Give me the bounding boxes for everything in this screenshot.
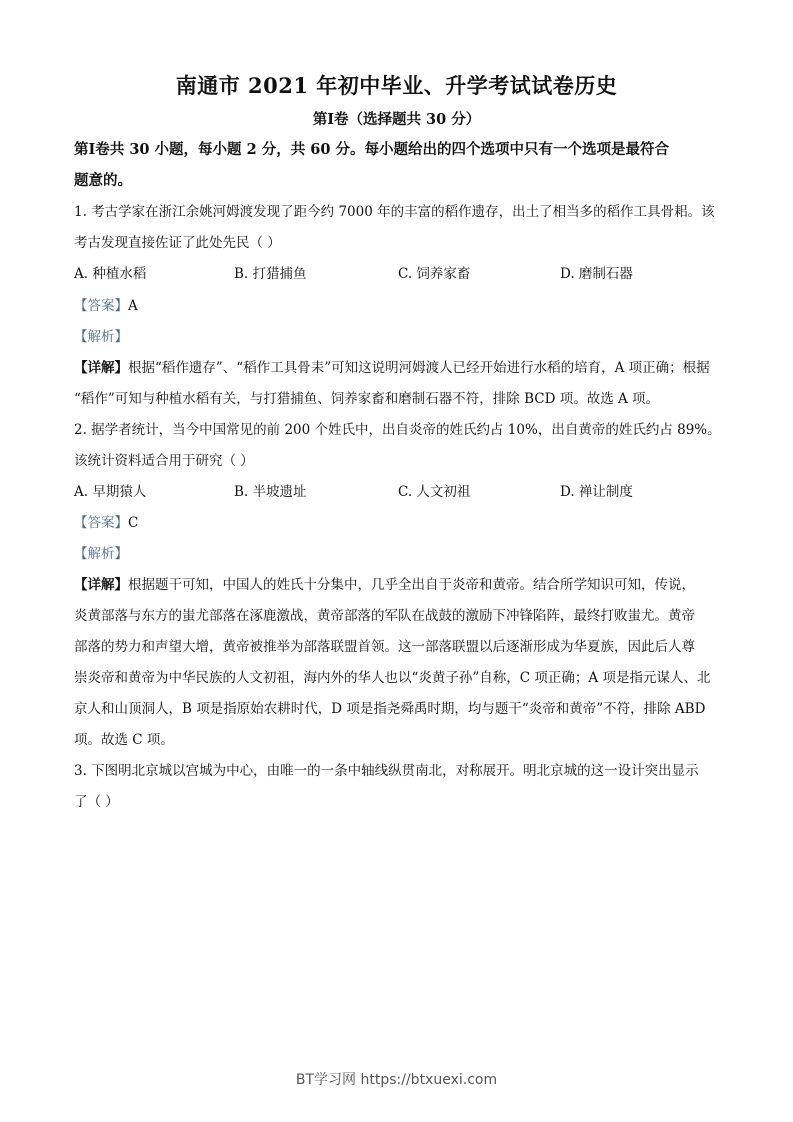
detail-tag: 【详解】 [74,577,128,593]
q1-option-d: D. 磨制石器 [560,266,633,282]
q1-option-c: C. 饲养家畜 [398,266,471,282]
answer-tag: 【答案】 [74,515,128,531]
footer-watermark: BT学习网 https://btxuexi.com [295,1072,498,1088]
q1-stem-line-1: 1. 考古学家在浙江余姚河姆渡发现了距今约 7000 年的丰富的稻作遗存，出土了相当多的稻作工具骨耜。该 [74,204,715,220]
answer-tag: 【答案】 [74,298,128,314]
q1-option-b: B. 打猎捕鱼 [234,266,307,282]
q2-detail-line-1: 【详解】根据题干可知，中国人的姓氏十分集中，几乎全出自于炎帝和黄帝。结合所学知识可知，传说， [74,577,695,593]
answer-value: A [128,298,138,314]
q2-answer [74,513,724,533]
q2-option-a: A. 早期猿人 [74,484,147,500]
q1-analysis-tag: 【解析】 [74,329,128,345]
q2-detail-line-5: 京人和山顶洞人，B 项是指原始农耕时代，D 项是指尧舜禹时期，均与题干“炎帝和黄帝”不符，排除 ABD [74,701,706,717]
q1-stem-line-2: 考古发现直接佐证了此处先民（ ） [74,235,281,251]
q2-option-c: C. 人文初祖 [398,484,471,500]
q2-detail-line-6: 项。故选 C 项。 [74,732,174,748]
instructions-line-2: 题意的。 [74,172,132,189]
q2-analysis-tag: 【解析】 [74,546,128,562]
q2-detail-line-4: 崇炎帝和黄帝为中华民族的人文初祖，海内外的华人也以“炎黄子孙”自称，C 项正确；A 项是指元谋人、北 [74,670,711,686]
q3-stem-line-2: 了（ ） [74,794,119,810]
q2-option-d: D. 禅让制度 [560,484,633,500]
q1-option-a: A. 种植水稻 [74,266,147,282]
detail-tag: 【详解】 [74,360,128,376]
q1-answer [74,296,724,316]
q2-stem-line-1: 2. 据学者统计，当今中国常见的前 200 个姓氏中，出自炎帝的姓氏约占 10%，出自黄帝的姓氏约占 89%。 [74,422,721,438]
q2-option-b: B. 半坡遗址 [234,484,307,500]
q2-detail-line-3: 部落的势力和声望大增，黄帝被推举为部落联盟首领。这一部落联盟以后逐渐形成为华夏族，因此后人尊 [74,639,695,655]
q2-detail-line-2: 炎黄部落与东方的蚩尤部落在涿鹿激战，黄帝部落的军队在战鼓的激励下冲锋陷阵，最终打败蚩尤。黄帝 [74,608,695,624]
q1-detail-line-1: 【详解】根据“稻作遗存”、“稻作工具骨耒”可知这说明河姆渡人已经开始进行水稻的培育，A 项正确；根据 [74,360,710,376]
answer-value: C [128,515,139,531]
document-title: 南通市 2021 年初中毕业、升学考试试卷历史 [175,73,618,98]
q2-stem-line-2: 该统计资料适合用于研究（ ） [74,453,254,469]
q1-detail-line-2: “稻作”可知与种植水稻有关，与打猎捕鱼、饲养家畜和磨制石器不符，排除 BCD 项。故选 A 项。 [74,391,660,407]
instructions-line-1: 第Ⅰ卷共 30 小题，每小题 2 分，共 60 分。每小题给出的四个选项中只有一个选项是最符合 [74,141,670,158]
q3-stem-line-1: 3. 下图明北京城以宫城为中心，由唯一的一条中轴线纵贯南北，对称展开。明北京城的这一设计突出显示 [74,763,699,779]
section-title: 第Ⅰ卷（选择题共 30 分） [312,111,481,128]
